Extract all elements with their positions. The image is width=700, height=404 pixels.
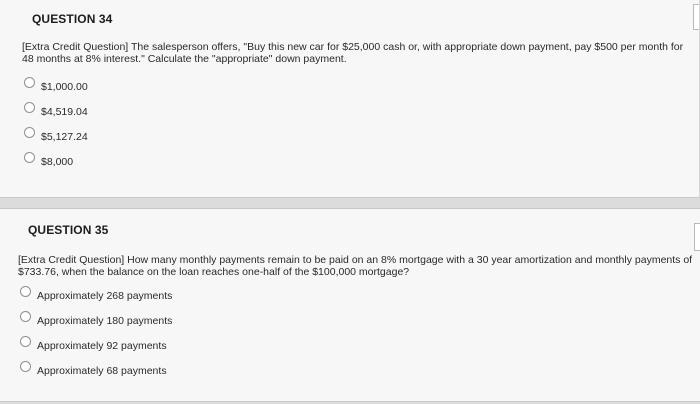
answer-option[interactable]: [24, 124, 88, 149]
answer-label: $4,519.04: [41, 105, 88, 118]
question-35-card: [0, 208, 700, 402]
question-edge-marker: [693, 4, 699, 30]
answer-label: Approximately 180 payments: [37, 314, 173, 327]
question-edge-marker: [694, 223, 700, 251]
answer-option[interactable]: [20, 333, 172, 358]
radio-button[interactable]: [20, 361, 31, 372]
radio-button[interactable]: [24, 127, 35, 138]
question-34-text: [Extra Credit Question] The salesperson offers, "Buy this new car for $25,000 cash or, with appropriate down payment, pay $500 per month for 48 months at 8% interest." Calculate the "appropriate" down payment.: [22, 41, 684, 65]
radio-button[interactable]: [20, 336, 31, 347]
answer-option[interactable]: [24, 74, 88, 99]
answer-option[interactable]: [24, 149, 88, 174]
question-35-options: [20, 283, 172, 383]
question-35-text: [Extra Credit Question] How many monthly payments remain to be paid on an 8% mortgage with a 30 year amortization and monthly payments of $733.76, when the balance on the loan reaches one-half of the $100,000 mortgage?: [18, 254, 693, 278]
radio-button[interactable]: [24, 102, 35, 113]
answer-label: $8,000: [41, 155, 74, 168]
answer-label: Approximately 68 payments: [37, 364, 167, 377]
radio-button[interactable]: [24, 77, 35, 88]
answer-option[interactable]: [20, 308, 172, 333]
answer-option[interactable]: [20, 283, 172, 308]
radio-button[interactable]: [20, 286, 31, 297]
answer-option[interactable]: [20, 358, 172, 383]
answer-label: $1,000.00: [41, 80, 88, 93]
answer-option[interactable]: [24, 99, 88, 124]
radio-button[interactable]: [20, 311, 31, 322]
question-35-title: QUESTION 35: [28, 223, 109, 237]
question-34-options: [24, 74, 88, 174]
answer-label: $5,127.24: [41, 130, 88, 143]
question-34-card: [0, 0, 700, 198]
question-34-title: QUESTION 34: [32, 12, 113, 26]
radio-button[interactable]: [24, 152, 35, 163]
answer-label: Approximately 268 payments: [37, 289, 173, 302]
answer-label: Approximately 92 payments: [37, 339, 167, 352]
